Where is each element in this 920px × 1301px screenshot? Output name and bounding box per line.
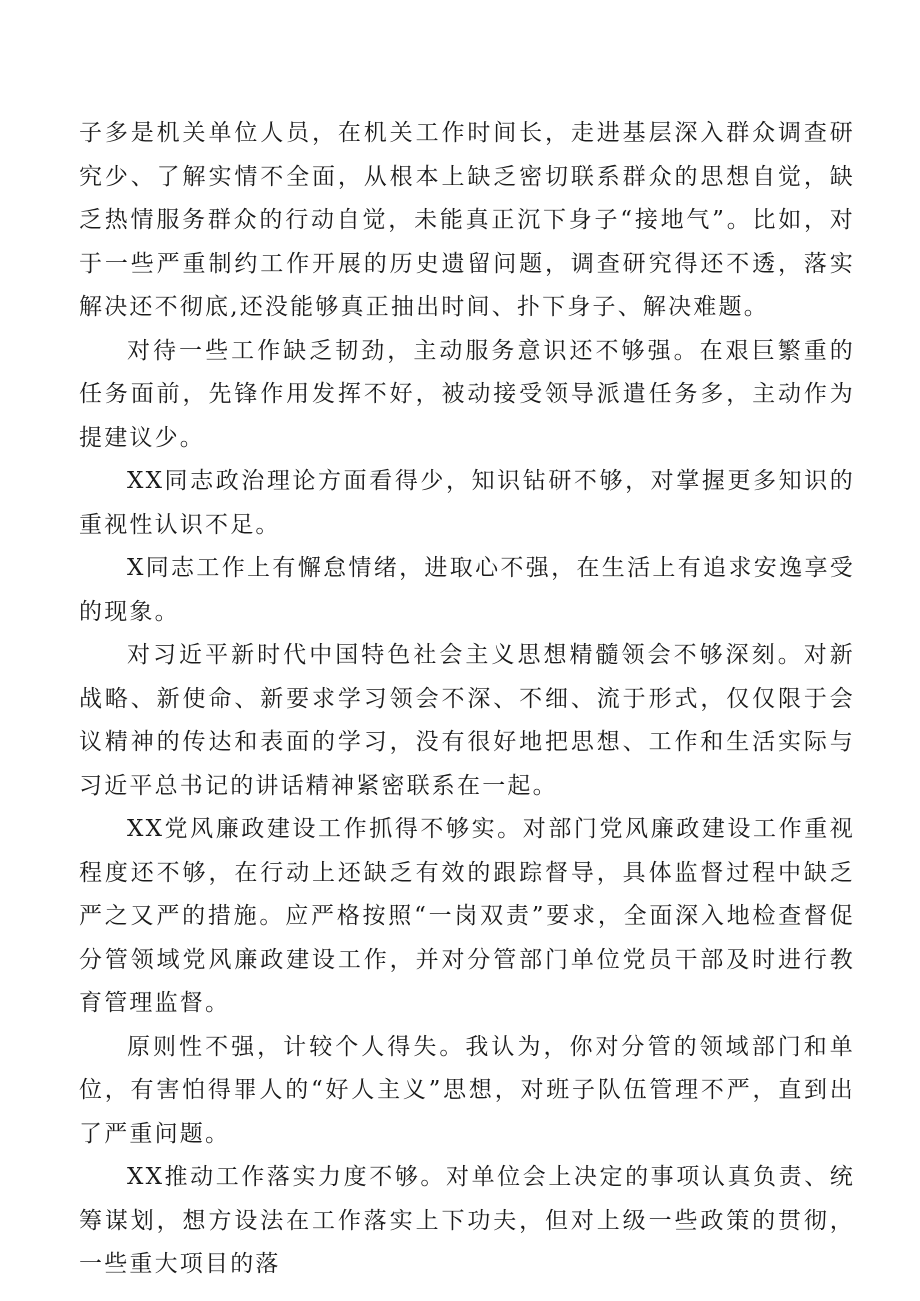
paragraph-3: XX同志政治理论方面看得少，知识钻研不够，对掌握更多知识的重视性认识不足。 — [79, 468, 855, 538]
paragraph-5: 对习近平新时代中国特色社会主义思想精髓领会不够深刻。对新战略、新使命、新要求学习领会不深、不细、流于形式，仅仅限于会议精神的传达和表面的学习，没有很好地把思想、工作和生活实际与习近平总书记的讲话精神紧密联系在一起。 — [79, 642, 855, 799]
paragraph-1: 子多是机关单位人员，在机关工作时间长，走进基层深入群众调查研究少、了解实情不全面，从根本上缺乏密切联系群众的思想自觉，缺乏热情服务群众的行动自觉，未能真正沉下身子“接地气”。比如，对于一些严重制约工作开展的历史遗留问题，调查研究得还不透，落实解决还不彻底,还没能够真正抽出时间、扑下身子、解决难题。 — [79, 120, 855, 320]
paragraph-4: X同志工作上有懈怠情绪，进取心不强，在生活上有追求安逸享受的现象。 — [79, 555, 855, 625]
paragraph-7: 原则性不强，计较个人得失。我认为，你对分管的领域部门和单位，有害怕得罪人的“好人主义”思想，对班子队伍管理不严，直到出了严重问题。 — [79, 1033, 855, 1147]
paragraph-6: XX党风廉政建设工作抓得不够实。对部门党风廉政建设工作重视程度还不够，在行动上还缺乏有效的跟踪督导，具体监督过程中缺乏严之又严的措施。应严格按照“一岗双责”要求，全面深入地检查督促分管领域党风廉政建设工作，并对分管部门单位党员干部及时进行教育管理监督。 — [79, 816, 855, 1016]
document-body — [79, 112, 855, 1287]
paragraph-2: 对待一些工作缺乏韧劲，主动服务意识还不够强。在艰巨繁重的任务面前，先锋作用发挥不好，被动接受领导派遣任务多，主动作为提建议少。 — [79, 337, 855, 451]
paragraph-8: XX推动工作落实力度不够。对单位会上决定的事项认真负责、统筹谋划，想方设法在工作落实上下功夫，但对上级一些政策的贯彻，一些重大项目的落 — [79, 1164, 855, 1277]
